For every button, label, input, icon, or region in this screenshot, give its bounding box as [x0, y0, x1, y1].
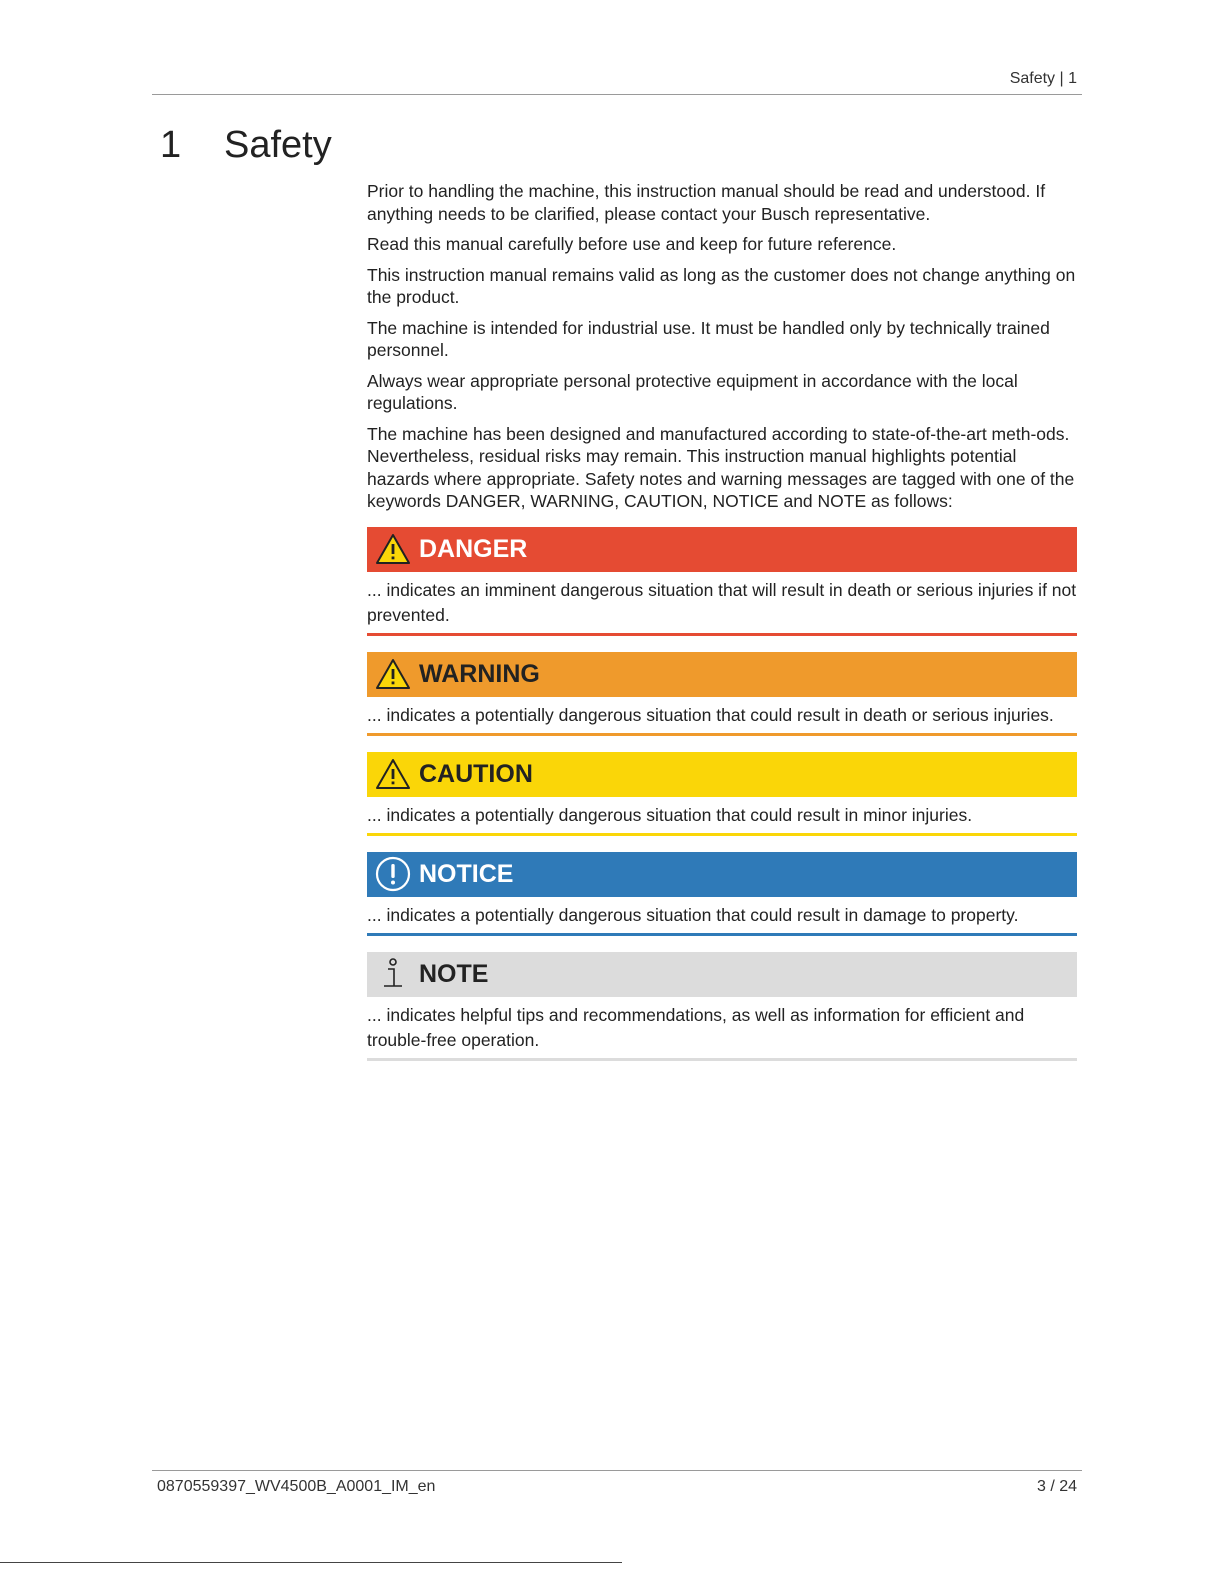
caution-rule — [367, 833, 1077, 836]
notice-rule — [367, 933, 1077, 936]
paragraph: The machine is intended for industrial use. It must be handled only by technically trained personnel. — [367, 317, 1050, 360]
paragraph: Prior to handling the machine, this instruction manual should be read and understood. If anything needs to be clarified, please contact your Busch representative. — [367, 181, 1046, 224]
danger-keyword: DANGER — [419, 534, 528, 563]
header-divider — [152, 94, 1082, 95]
paragraph: The machine has been designed and manufactured according to state-of-the-art meth-ods. Nevertheless, residual risks may remain. This instruction manual highlights potential hazards where appropriate. Safety notes and warning messages are tagged with one of the keywords DANGER, WARNING, CAUTION, NOTICE and NOTE as follows: — [367, 423, 1075, 511]
notice-notice — [367, 852, 1077, 936]
danger-rule — [367, 633, 1077, 636]
caution-notice — [367, 752, 1077, 836]
danger-notice — [367, 527, 1077, 636]
warning-keyword: WARNING — [419, 659, 540, 688]
bottom-divider — [0, 1562, 622, 1563]
note-notice — [367, 952, 1077, 1061]
warning-bar — [367, 652, 1077, 697]
warning-triangle-icon — [375, 531, 411, 567]
notice-keyword: NOTICE — [419, 859, 514, 888]
paragraph: Read this manual carefully before use and keep for future reference. — [367, 234, 897, 254]
footer-divider — [152, 1470, 1082, 1471]
note-keyword: NOTE — [419, 959, 489, 988]
note-bar — [367, 952, 1077, 997]
paragraph: Always wear appropriate personal protective equipment in accordance with the local regulations. — [367, 370, 1018, 413]
caution-text: ... indicates a potentially dangerous situation that could result in minor injuries. — [367, 804, 973, 825]
main-content — [367, 180, 1077, 1061]
notice-text: ... indicates a potentially dangerous situation that could result in damage to property. — [367, 904, 1019, 925]
paragraph: This instruction manual remains valid as long as the customer does not change anything on the product. — [367, 264, 1076, 307]
chapter-title: Safety — [224, 124, 332, 166]
note-rule — [367, 1058, 1077, 1061]
exclamation-circle-icon — [375, 856, 411, 892]
header-running-title: Safety | 1 — [1009, 70, 1077, 87]
danger-bar — [367, 527, 1077, 572]
footer-page-number: 3 / 24 — [1036, 1478, 1077, 1495]
note-text: ... indicates helpful tips and recommendations, as well as information for efficient and trouble-free operation. — [367, 1004, 1025, 1050]
warning-text: ... indicates a potentially dangerous situation that could result in death or serious injuries. — [367, 704, 1054, 725]
warning-notice — [367, 652, 1077, 736]
warning-triangle-icon — [375, 656, 411, 692]
warning-triangle-icon — [375, 756, 411, 792]
danger-text: ... indicates an imminent dangerous situation that will result in death or serious injuries if not prevented. — [367, 579, 1077, 625]
notice-bar — [367, 852, 1077, 897]
caution-keyword: CAUTION — [419, 759, 533, 788]
info-icon — [375, 956, 411, 992]
footer-document-id: 0870559397_WV4500B_A0001_IM_en — [157, 1478, 436, 1495]
caution-bar — [367, 752, 1077, 797]
chapter-number: 1 — [160, 124, 182, 166]
warning-rule — [367, 733, 1077, 736]
